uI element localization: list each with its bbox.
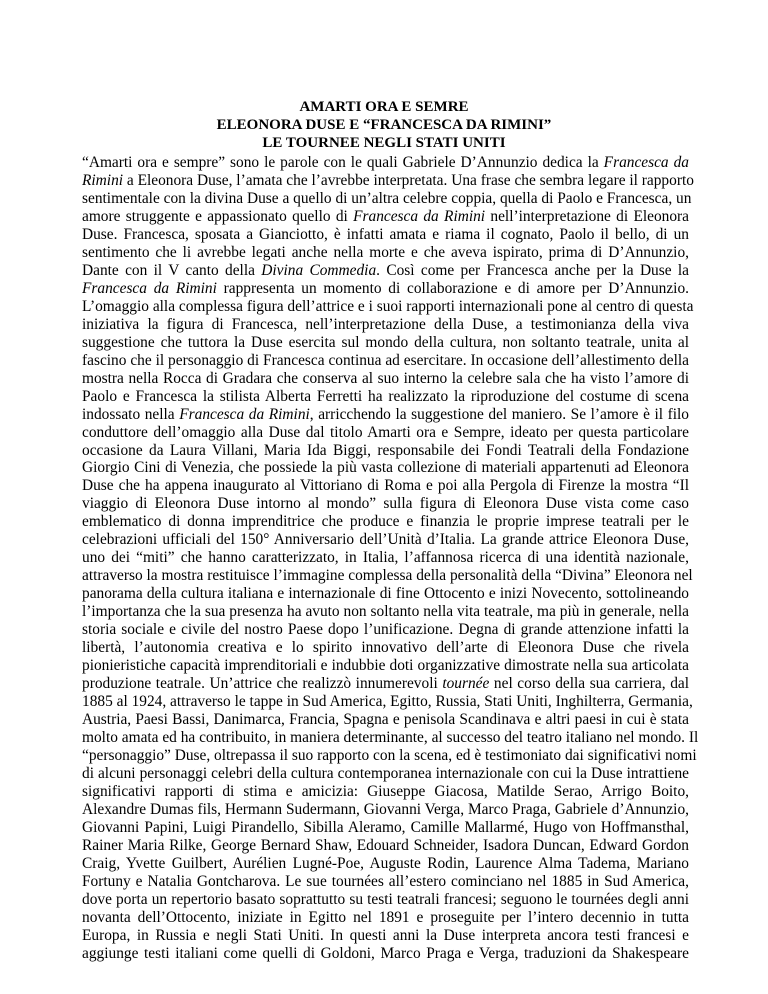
body-line — [82, 262, 689, 280]
body-line — [82, 154, 689, 172]
body-line — [82, 226, 689, 244]
body-line — [82, 406, 689, 424]
body-line — [82, 945, 689, 963]
body-line — [82, 675, 689, 693]
text-segment: panorama della cultura italiana e internazionale di fine Ottocento e inizi Novecento, sottolineando — [82, 585, 689, 603]
document-body — [82, 154, 699, 963]
body-line — [82, 388, 689, 406]
text-segment: “personaggio” Duse, oltrepassa il suo rapporto con la scena, ed è testimoniato dai significativi nomi — [82, 746, 697, 764]
italic-text: Rimini — [82, 171, 124, 189]
body-line — [82, 909, 689, 927]
body-line — [82, 442, 689, 460]
body-line — [82, 244, 689, 262]
text-segment: sentimento che li avrebbe legati anche nella morte e che aveva ispirato, prima di D’Annunzio, — [82, 243, 689, 261]
text-segment: Paolo e Francesca la stilista Alberta Ferretti ha realizzato la riproduzione del costume di scena — [82, 387, 689, 405]
text-segment: indossato nella — [82, 405, 180, 423]
body-line — [82, 855, 689, 873]
italic-text: Francesca da Rimini — [179, 405, 310, 423]
body-line — [82, 495, 689, 513]
body-line — [82, 891, 689, 909]
text-segment: sentimentale con la divina Duse a quello di un’altra celebre coppia, quella di Paolo e Francesca, un — [82, 189, 692, 207]
text-segment: Giovanni Papini, Luigi Pirandello, Sibilla Aleramo, Camille Mallarmé, Hugo von Hoffmansthal, — [82, 818, 689, 836]
italic-text: Francesca da Rimini — [353, 207, 486, 225]
text-segment: l’importanza che la sua presenza ha avuto non soltanto nella vita teatrale, ma più in generale, nella — [82, 603, 689, 621]
body-line — [82, 927, 689, 945]
body-line — [82, 316, 689, 334]
body-line — [82, 621, 689, 639]
italic-text: Francesca da Rimini — [82, 279, 217, 297]
body-line — [82, 531, 689, 549]
text-segment: Craig, Yvette Guilbert, Aurélien Lugné-Poe, Auguste Rodin, Laurence Alma Tadema, Mariano — [82, 854, 689, 872]
body-line — [82, 819, 689, 837]
text-segment: libertà, l’autonomia creativa e lo spirito innovativo dell’arte di Eleonora Duse che rivela — [82, 639, 689, 657]
italic-text: Divina Commedia — [261, 261, 377, 279]
title-line: AMARTI ORA E SEMRE — [299, 99, 469, 115]
body-line — [82, 801, 689, 819]
text-segment: conduttore dell’omaggio alla Duse dal titolo Amarti ora e Sempre, ideato per questa particolare — [82, 423, 689, 441]
body-line — [82, 765, 689, 783]
title-line: ELEONORA DUSE E “FRANCESCA DA RIMINI” — [216, 117, 552, 133]
text-segment: Duse che ha appena inaugurato al Vittoriano di Roma e poi alla Pergola di Firenze la mostra “Il — [82, 477, 689, 495]
text-segment: a Eleonora Duse, l’amata che l’avrebbe interpretata. Una frase che sembra legare il rapporto — [123, 171, 694, 189]
text-segment: amore struggente e appassionato quello di — [82, 207, 354, 225]
document-title — [0, 98, 768, 152]
body-line — [82, 459, 689, 477]
text-segment: Austria, Paesi Bassi, Danimarca, Francia, Spagna e penisola Scandinava e altri paesi in cui è stata — [82, 711, 689, 729]
body-line — [82, 585, 689, 603]
body-line — [82, 477, 689, 495]
text-segment: produzione teatrale. Un’attrice che realizzò innumerevoli — [82, 675, 443, 693]
text-segment: novanta dell’Ottocento, iniziate in Egitto nel 1891 e proseguite per l’intero decennio in tutta — [82, 908, 689, 926]
italic-text: tournée — [442, 675, 490, 693]
title-line: LE TOURNEE NEGLI STATI UNITI — [262, 135, 506, 151]
body-line — [82, 334, 689, 352]
text-segment: fascino che il personaggio di Francesca continua ad esercitare. In occasione dell’allestimento della — [82, 351, 689, 369]
body-line — [82, 189, 692, 208]
text-segment: celebrazioni ufficiali del 150° Anniversario dell’Unità d’Italia. La grande attrice Eleonora Duse, — [82, 531, 689, 549]
body-line — [82, 549, 689, 567]
text-segment: iniziativa la figura di Francesca, nell’interpretazione della Duse, a testimonianza della viva — [82, 315, 689, 333]
body-line — [82, 208, 689, 226]
text-segment: uno dei “miti” che hanno caratterizzato, in Italia, l’affannosa ricerca di una identità nazionale, — [82, 549, 689, 567]
text-segment: viaggio di Eleonora Duse intorno al mondo” sulla figura di Eleonora Duse vista come caso — [82, 495, 689, 513]
body-line — [82, 837, 689, 855]
body-line — [82, 424, 689, 442]
text-segment: L’omaggio alla complessa figura dell’attrice e i suoi rapporti internazionali pone al centro di questa — [82, 297, 694, 315]
text-segment: aggiunge testi italiani come quelli di Goldoni, Marco Praga e Verga, traduzioni da Shakespeare — [82, 944, 689, 962]
text-segment: nell’interpretazione di Eleonora — [485, 207, 689, 225]
text-segment: di alcuni personaggi celebri della cultura contemporanea internazionale con cui la Duse intrattiene — [82, 764, 689, 782]
body-line — [82, 746, 697, 765]
text-segment: , arricchendo la suggestione del maniero. Se l’amore è il filo — [309, 405, 689, 423]
body-line — [82, 693, 693, 711]
text-segment: 1885 al 1924, attraverso le tappe in Sud America, Egitto, Russia, Stati Uniti, Inghilterra, Germania, — [82, 693, 693, 711]
text-segment: Dante con il V canto della — [82, 261, 262, 279]
body-line — [82, 370, 689, 388]
text-segment: . Così come per Francesca anche per la Duse la — [376, 261, 689, 279]
text-segment: rappresenta un momento di collaborazione e di amore per D’Annunzio. — [216, 279, 689, 297]
body-line — [82, 729, 699, 747]
body-line — [82, 297, 694, 316]
text-segment: storia sociale e civile del nostro Paese dopo l’unificazione. Degna di grande attenzione infatti la — [82, 621, 689, 639]
italic-text: Francesca da — [603, 154, 689, 171]
body-line — [82, 513, 689, 531]
text-segment: significativi rapporti di stima e amicizia: Giuseppe Giacosa, Matilde Serao, Arrigo Boito, — [82, 782, 689, 800]
text-segment: Duse. Francesca, sposata a Gianciotto, è infatti amata e riama il cognato, Paolo il bello, di un — [82, 225, 689, 243]
text-segment: Fortuny e Natalia Gontcharova. Le sue tournées all’estero cominciano nel 1885 in Sud America, — [82, 872, 689, 890]
body-line — [82, 352, 689, 370]
text-segment: molto amata ed ha contribuito, in maniera determinante, al successo del teatro italiano nel mondo. Il — [82, 729, 699, 746]
text-segment: attraverso la mostra restituisce l’immagine complessa della personalità della “Divina” Eleonora nel — [82, 567, 693, 585]
body-line — [82, 280, 689, 298]
body-line — [82, 657, 689, 675]
text-segment: occasione da Laura Villani, Maria Ida Biggi, responsabile dei Fondi Teatrali della Fondazione — [82, 441, 689, 459]
body-line — [82, 873, 689, 891]
text-segment: Alexandre Dumas fils, Hermann Sudermann, Giovanni Verga, Marco Praga, Gabriele d’Annunzio, — [82, 800, 689, 818]
text-segment: pionieristiche capacità imprenditoriali e indubbie doti organizzative dimostrate nella sua articolata — [82, 657, 689, 675]
body-line — [82, 711, 689, 729]
body-line — [82, 639, 689, 657]
text-segment: emblematico di donna imprenditrice che produce e finanzia le proprie imprese teatrali per le — [82, 513, 689, 531]
text-segment: Rainer Maria Rilke, George Bernard Shaw, Edouard Schneider, Isadora Duncan, Edward Gordon — [82, 836, 689, 854]
text-segment: Giorgio Cini di Venezia, che possiede la più vasta collezione di materiali appartenuti ad Eleonora — [82, 459, 689, 477]
text-segment: dove porta un repertorio basato soprattutto su testi teatrali francesi; seguono le tournées degli anni — [82, 890, 689, 908]
text-segment: nel corso della sua carriera, dal — [489, 675, 689, 693]
body-line — [82, 567, 693, 585]
text-segment: mostra nella Rocca di Gradara che conserva al suo interno la celebre sala che ha visto l’amore di — [82, 369, 689, 387]
text-segment: “Amarti ora e sempre” sono le parole con le quali Gabriele D’Annunzio dedica la — [82, 154, 604, 171]
body-line — [82, 603, 689, 621]
text-segment: suggestione che tuttora la Duse esercita sul mondo della cultura, non soltanto teatrale, unita al — [82, 333, 689, 351]
body-line — [82, 171, 694, 190]
text-segment: Europa, in Russia e negli Stati Uniti. In questi anni la Duse interpreta ancora testi francesi e — [82, 926, 689, 944]
body-line — [82, 783, 689, 801]
